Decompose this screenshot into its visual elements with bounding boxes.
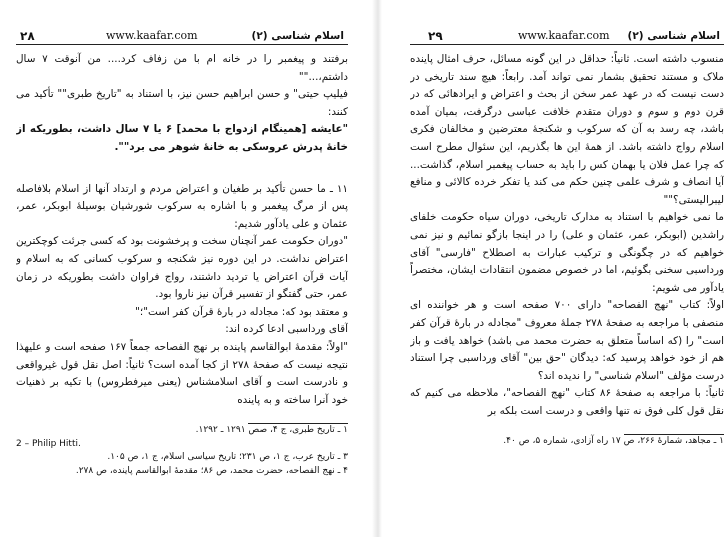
left-paragraph: فیلیپ حیتی" و حسن ابراهیم حسن نیز، با استناد به "تاریخ طبری"" تأکید می کنند:	[16, 88, 348, 118]
right-page-header	[410, 28, 724, 45]
left-paragraph: "دوران حکومت عمر آنچنان سخت و پرخشونت بود که کسی جرئت کوچکترین اعتراض نداشت. در این دوره نیز شکنجه و سرکوب کسانی که به اسلام و آیات قرآن اعتراض یا تردید داشتند، رواج فراوان داشت بطوریکه در زمان عمر، حتی گفتگو از تفسیر قرآن نیز ناروا بود.	[16, 235, 348, 301]
left-paragraph: "اولاً: مقدمهٔ ابوالقاسم پاینده بر نهج الفصاحه جمعاً ۱۶۷ صفحه است و علیهذا نتیجه نیست که صفحهٔ ۲۷۸ از کجا آمده است؟ ثانیاً: اصل نقل قول غیرواقعی و نادرست است و آقای اسلامشناس (یعنی میرفطروس) با تکیه بر ذهنیات خود آنرا ساخته و به پاینده	[16, 340, 348, 406]
left-page-header	[16, 28, 348, 45]
left-page-body	[16, 51, 348, 409]
left-page-running-title: اسلام شناسی (۲)	[251, 30, 344, 42]
left-footnote: ۴ ـ نهج الفصاحه، حضرت محمد، ص ۸۶؛ مقدمهٔ ابوالقاسم پاینده، ص ۲۷۸.	[75, 465, 348, 476]
right-footnote: ۱ ـ مجاهد، شمارهٔ ۲۶۶، ص ۱۷ راه آزادی، شماره ۵، ص ۴۰.	[503, 436, 724, 447]
right-page-number: ۲۹	[428, 29, 443, 43]
right-page-running-title: اسلام شناسی (۲)	[627, 30, 720, 42]
left-paragraph: و معتقد بود که: مجادله در بارهٔ قرآن کفر است"؛"	[135, 305, 348, 318]
right-page-body	[410, 51, 724, 420]
right-paragraph: ثانیاً: با مراجعه به صفحهٔ ۸۶ کتاب "نهج الفصاحه"، ملاحظه می کنیم که نقل قول کلی فوق نه تنها واقعی و درست است بلکه بر	[410, 387, 724, 417]
right-page	[410, 28, 724, 528]
right-footnotes	[410, 435, 724, 449]
left-paragraph: برفتند و پیغمبر را در خانه ام با من زفاف کرد.... من آنوقت ۷ سال داشتم،...""	[16, 53, 348, 83]
book-gutter	[372, 0, 382, 537]
left-footnote: ۳ ـ تاریخ عرب، ج ۱، ص ۲۳۱؛ تاریخ سیاسی اسلام، ج ۱، ص ۱۰۵.	[107, 452, 348, 463]
left-paragraph: ۱۱ ـ ما حسن تأکید بر طغیان و اعتراض مردم و ارتداد آنها از اسلام بلافاصله پس از مرگ پیغمبر و با اشاره به سرکوب شورشیان بوسیلهٔ ابوبکر، عمر، عثمان و علی یادآور شدیم:	[16, 182, 348, 230]
left-page	[16, 28, 348, 528]
right-paragraph: ما نمی خواهیم با استناد به مدارک تاریخی، دوران سیاه حکومت خلفای راشدین (ابوبکر، عمر، عثمان و علی) را در اینجا بازگو نمائیم و نیز نمی خواهیم که در چگونگی و ترکیب عبارات به اصطلاح "فارسی" آقای ورداسبی سخنی بگوئیم، اما در خصوص مضمون انتقادات ایشان، مختصراً یادآور می شویم:	[410, 211, 724, 294]
left-paragraph: آقای ورداسبی ادعا کرده اند:	[225, 323, 348, 336]
left-page-number: ۲۸	[20, 29, 35, 43]
right-page-website: www.kaafar.com	[518, 29, 610, 42]
left-footnote-latin: 2 – Philip Hitti.	[16, 438, 81, 449]
right-paragraph: اولاً: کتاب "نهج الفصاحه" دارای ۷۰۰ صفحه است و هر خواننده ای منصفی با مراجعه به صفحهٔ ۲۷۸ جملهٔ معروف "مجادله در بارهٔ قرآن کفر است" را (که اساساً متعلق به حضرت محمد می باشد) خواهد یافت و باز هم از خود خواهد پرسید که: دیدگان "حق بین" آقای ورداسبی چرا استناد درست مؤلف "اسلام شناسی" را ندیده اند؟	[410, 299, 724, 382]
left-paragraph: "عایشه [همینگام ازدواج با محمد] ۶ یا ۷ سال داشت، بطوریکه از خانهٔ پدرش عروسکی به خانهٔ شوهر می برد"".	[16, 123, 348, 153]
left-footnote: ۱ ـ تاریخ طبری، ج ۴، صص ۱۲۹۱ ـ ۱۲۹۲.	[195, 425, 348, 436]
right-paragraph: منسوب داشته است. ثانیاً: حداقل در این گونه مسائل، حرف امثال پاینده ملاک و مستند تحقیق بشمار نمی تواند آمد. رابعاً: هیچ سند تاریخی در دست نیست که در عهد عمر سخن از بحث و اعتراض و ایرادهائی که در قرن دوم و سوم و دوران متقدم خلافت عباسی درگرفت، بمیان آمده باشد، چه رسد به آن که سرکوب و شکنجهٔ معترضین و مخالفان فکری اسلام رواج داشته باشد. از همهٔ این ها بگذریم، این سئوال مطرح است که چرا عمل فلان یا بهمان کس را باید به حساب پیغمبر اسلام، گذاشت... آیا انصاف و شرف علمی چنین حکم می کند یا تفکر خرده کالائی و منافع لیبرالیستی؟""	[410, 53, 724, 206]
left-page-website: www.kaafar.com	[106, 29, 198, 42]
left-footnotes	[16, 424, 348, 478]
